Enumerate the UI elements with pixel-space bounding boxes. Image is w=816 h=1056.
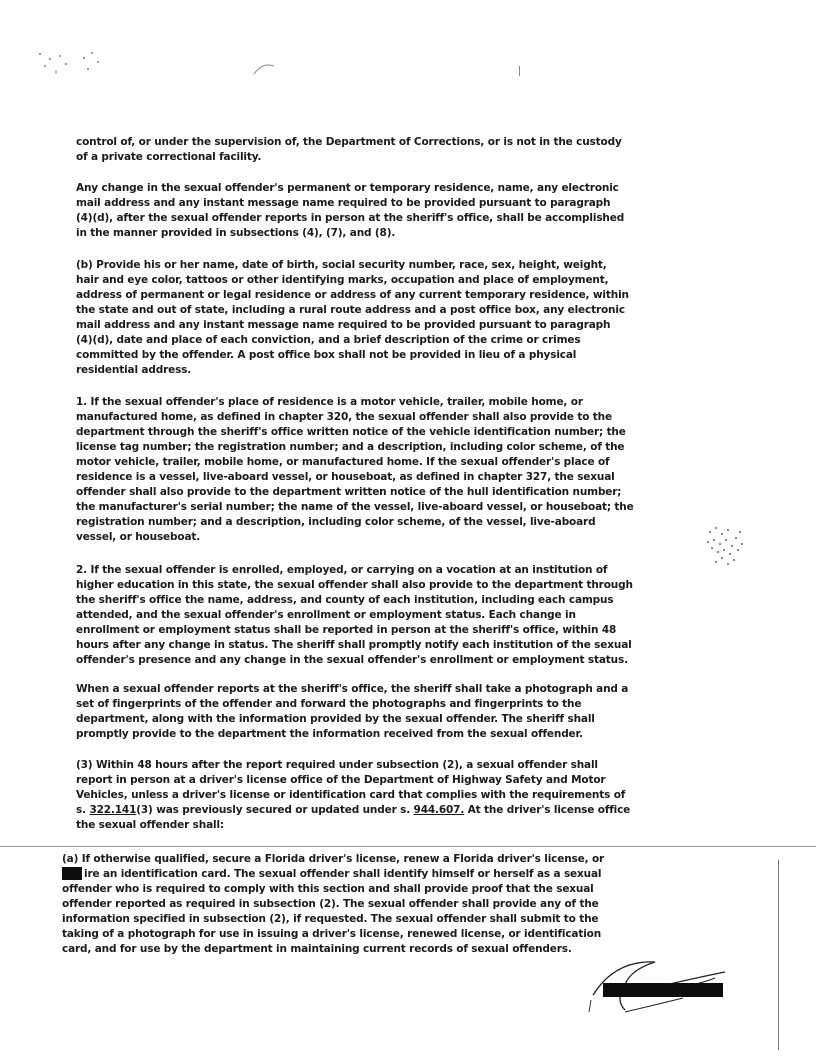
text-line: 1. If the sexual offender's place of residence is a motor vehicle, trailer, mobile home, or bbox=[76, 396, 583, 408]
text-line: vessel, or houseboat. bbox=[76, 531, 201, 543]
text-line: of a private correctional facility. bbox=[76, 151, 262, 163]
paragraph-1 bbox=[76, 395, 634, 545]
text-line: manufactured home, as defined in chapter 320, the sexual offender shall also provide to the bbox=[76, 411, 612, 423]
text-line: card, and for use by the department in maintaining current records of sexual offenders. bbox=[62, 943, 572, 955]
text-line: higher education in this state, the sexual offender shall also provide to the department through bbox=[76, 579, 633, 591]
statute-link-322-141[interactable]: 322.141 bbox=[89, 804, 137, 816]
text-line: taking of a photograph for use in issuing a driver's license, renewed license, or identification bbox=[62, 928, 602, 940]
text-line: residential address. bbox=[76, 364, 192, 376]
text-line: registration number; and a description, including color scheme, of the vessel, live-aboard bbox=[76, 516, 596, 528]
text-line: information specified in subsection (2), if requested. The sexual offender shall submit to the bbox=[62, 913, 599, 925]
paragraph-b bbox=[76, 258, 629, 378]
text-line: report in person at a driver's license office of the Department of Highway Safety and Motor bbox=[76, 774, 606, 786]
scan-noise-top-left bbox=[36, 50, 106, 80]
text-line: offender reported as required in subsection (2). The sexual offender shall provide any of the bbox=[62, 898, 599, 910]
redaction-block-signature bbox=[603, 983, 723, 997]
statute-link-944-607[interactable]: 944.607. bbox=[413, 804, 465, 816]
text-line: offender's presence and any change in the sexual offender's enrollment or employment status. bbox=[76, 654, 628, 666]
text-line: mail address and any instant message name required to be provided pursuant to paragraph bbox=[76, 319, 611, 331]
text-line: the sexual offender shall: bbox=[76, 819, 224, 831]
redaction-block-small bbox=[62, 867, 82, 880]
text-line: ire an identification card. The sexual offender shall identify himself or herself as a sexual bbox=[84, 868, 602, 880]
paragraph-2 bbox=[76, 563, 633, 668]
text-fragment: At the driver's license office bbox=[464, 804, 631, 816]
paragraph-change-notice bbox=[76, 181, 625, 241]
text-line: committed by the offender. A post office box shall not be provided in lieu of a physical bbox=[76, 349, 577, 361]
text-line: in the manner provided in subsections (4), (7), and (8). bbox=[76, 227, 396, 239]
scan-mark-top bbox=[252, 60, 282, 80]
text-line: offender who is required to comply with this section and shall provide proof that the sexual bbox=[62, 883, 594, 895]
text-line: When a sexual offender reports at the sheriff's office, the sheriff shall take a photograph and a bbox=[76, 683, 629, 695]
text-fragment: s. bbox=[76, 804, 90, 816]
text-line: 2. If the sexual offender is enrolled, employed, or carrying on a vocation at an institution of bbox=[76, 564, 608, 576]
scan-noise-right bbox=[700, 520, 760, 580]
text-line: attended, and the sexual offender's enrollment or employment status. Each change in bbox=[76, 609, 576, 621]
text-line: Vehicles, unless a driver's license or identification card that complies with the requirements of bbox=[76, 789, 626, 801]
text-line: (b) Provide his or her name, date of birth, social security number, race, sex, height, weight, bbox=[76, 259, 607, 271]
text-line: (3) Within 48 hours after the report required under subsection (2), a sexual offender shall bbox=[76, 759, 598, 771]
text-line: control of, or under the supervision of, the Department of Corrections, or is not in the custody bbox=[76, 136, 622, 148]
text-line: motor vehicle, trailer, mobile home, or manufactured home. If the sexual offender's place of bbox=[76, 456, 610, 468]
text-line: license tag number; the registration number; and a description, including color scheme, of the bbox=[76, 441, 625, 453]
text-line: the manufacturer's serial number; the name of the vessel, live-aboard vessel, or houseboat; the bbox=[76, 501, 634, 513]
text-line: offender shall also provide to the department written notice of the hull identification number; bbox=[76, 486, 622, 498]
paragraph-photograph bbox=[76, 682, 629, 742]
text-line: hair and eye color, tattoos or other identifying marks, occupation and place of employment, bbox=[76, 274, 609, 286]
text-line: mail address and any instant message name required to be provided pursuant to paragraph bbox=[76, 197, 611, 209]
text-line: the state and out of state, including a rural route address and a post office box, any electronic bbox=[76, 304, 625, 316]
text-line: Any change in the sexual offender's permanent or temporary residence, name, any electronic bbox=[76, 182, 619, 194]
text-line: the sheriff's office the name, address, and county of each institution, including each campus bbox=[76, 594, 614, 606]
paragraph-3 bbox=[76, 758, 631, 833]
scan-edge-line bbox=[778, 860, 779, 1050]
text-line: department through the sheriff's office written notice of the vehicle identification number; the bbox=[76, 426, 626, 438]
text-line: (4)(d), after the sexual offender reports in person at the sheriff's office, shall be accomplished bbox=[76, 212, 625, 224]
text-line-with-links bbox=[76, 803, 631, 818]
text-fragment: (3) was previously secured or updated under s. bbox=[136, 804, 414, 816]
text-line: (4)(d), date and place of each conviction, and a brief description of the crime or crimes bbox=[76, 334, 581, 346]
text-line: residence is a vessel, live-aboard vessel, or houseboat, as defined in chapter 327, the sexual bbox=[76, 471, 615, 483]
text-line: (a) If otherwise qualified, secure a Florida driver's license, renew a Florida driver's license, or bbox=[62, 853, 605, 865]
scan-mark-tick bbox=[519, 66, 520, 76]
text-line: enrollment or employment status shall be reported in person at the sheriff's office, within 48 bbox=[76, 624, 617, 636]
text-line: promptly provide to the department the information received from the sexual offender. bbox=[76, 728, 583, 740]
text-line: hours after any change in status. The sheriff shall promptly notify each institution of the sexual bbox=[76, 639, 632, 651]
paragraph-a bbox=[62, 852, 622, 957]
scan-divider-line bbox=[0, 846, 816, 847]
text-line: department, along with the information provided by the sexual offender. The sheriff shall bbox=[76, 713, 595, 725]
text-line: set of fingerprints of the offender and forward the photographs and fingerprints to the bbox=[76, 698, 582, 710]
paragraph-custody bbox=[76, 135, 622, 165]
text-line: address of permanent or legal residence or address of any current temporary residence, within bbox=[76, 289, 629, 301]
